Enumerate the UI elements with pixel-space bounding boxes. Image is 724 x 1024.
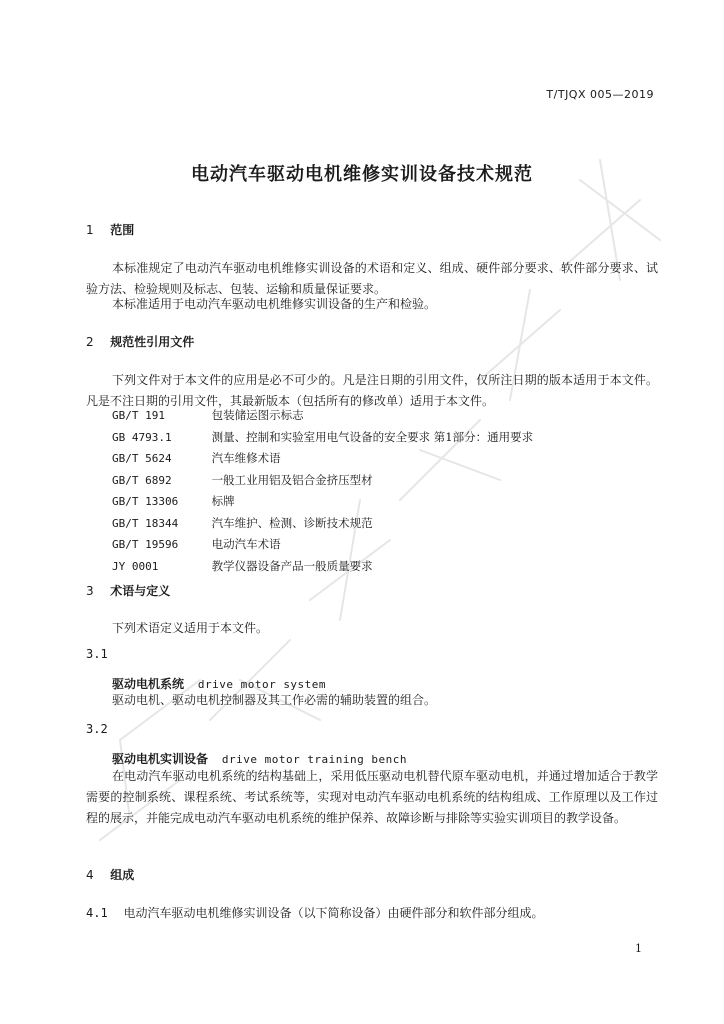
reference-code: GB 4793.1 xyxy=(112,430,172,444)
reference-item xyxy=(112,405,533,427)
reference-code: GB/T 6892 xyxy=(112,473,172,487)
section-title: 范围 xyxy=(110,223,135,237)
reference-code: GB/T 13306 xyxy=(112,495,179,508)
section-1-paragraph-2: 本标准适用于电动汽车驱动电机维修实训设备的生产和检验。 xyxy=(112,297,437,311)
reference-item xyxy=(112,534,533,556)
section-title: 组成 xyxy=(110,868,135,882)
section-1-heading xyxy=(86,221,134,238)
document-title: 电动汽车驱动电机维修实训设备技术规范 xyxy=(191,164,533,185)
term-english: drive motor system xyxy=(197,678,327,691)
section-number: 3 xyxy=(86,584,94,598)
term-3-2 xyxy=(112,750,407,767)
normative-reference-list xyxy=(112,405,533,577)
term-3-2-number: 3.2 xyxy=(86,722,108,736)
reference-item xyxy=(112,427,533,449)
reference-item xyxy=(112,556,533,578)
section-number: 1 xyxy=(86,223,94,237)
section-3-intro: 下列术语定义适用于本文件。 xyxy=(112,621,269,635)
reference-item xyxy=(112,491,533,513)
section-3-heading xyxy=(86,582,170,599)
term-chinese: 驱动电机系统 xyxy=(112,677,185,691)
reference-name: 汽车维修术语 xyxy=(211,451,281,465)
section-2-intro: 下列文件对于本文件的应用是必不可少的。凡是注日期的引用文件，仅所注日期的版本适用于本文件。凡是不注日期的引用文件，其最新版本（包括所有的修改单）适用于本文件。 xyxy=(86,373,658,408)
term-3-2-definition: 在电动汽车驱动电机系统的结构基础上，采用低压驱动电机替代原车驱动电机，并通过增加适合于教学需要的控制系统、课程系统、考试系统等，实现对电动汽车驱动电机系统的结构组成、工作原理以及工作过程的展示，并能完成电动汽车驱动电机系统的维护保养、故障诊断与排除等实验实训项目的教学设备。 xyxy=(86,769,658,825)
term-english: drive motor training bench xyxy=(221,753,408,766)
term-3-1-definition: 驱动电机、驱动电机控制器及其工作必需的辅助装置的组合。 xyxy=(112,693,437,707)
section-title: 规范性引用文件 xyxy=(110,335,195,349)
section-2-heading xyxy=(86,333,194,350)
term-chinese: 驱动电机实训设备 xyxy=(112,752,209,766)
reference-name: 汽车维护、检测、诊断技术规范 xyxy=(211,515,373,530)
term-3-1-number: 3.1 xyxy=(86,647,108,661)
reference-code: GB/T 191 xyxy=(112,409,165,422)
reference-name: 一般工业用铝及铝合金挤压型材 xyxy=(211,472,373,487)
section-4-heading xyxy=(86,866,134,883)
section-number: 2 xyxy=(86,335,94,349)
reference-item xyxy=(112,470,533,492)
section-1-paragraph-1: 本标准规定了电动汽车驱动电机维修实训设备的术语和定义、组成、硬件部分要求、软件部分要求、试验方法、检验规则及标志、包装、运输和质量保证要求。 xyxy=(86,261,658,296)
clause-text: 电动汽车驱动电机维修实训设备（以下简称设备）由硬件部分和软件部分组成。 xyxy=(123,906,544,920)
page-number: 1 xyxy=(635,942,642,955)
reference-item xyxy=(112,513,533,535)
reference-name: 测量、控制和实验室用电气设备的安全要求 第1部分：通用要求 xyxy=(211,429,534,444)
reference-code: GB/T 5624 xyxy=(112,452,172,465)
reference-name: 包装储运图示标志 xyxy=(211,408,304,422)
reference-code: GB/T 19596 xyxy=(112,538,179,551)
reference-name: 电动汽车术语 xyxy=(211,537,281,551)
standard-code: T/TJQX 005—2019 xyxy=(546,88,654,101)
reference-item xyxy=(112,448,533,470)
section-number: 4 xyxy=(86,868,94,882)
clause-4-1 xyxy=(86,904,544,921)
reference-name: 教学仪器设备产品一般质量要求 xyxy=(211,558,373,573)
reference-code: JY 0001 xyxy=(112,559,159,573)
reference-code: GB/T 18344 xyxy=(112,516,179,530)
clause-number: 4.1 xyxy=(86,906,108,920)
section-title: 术语与定义 xyxy=(110,584,171,598)
reference-name: 标牌 xyxy=(211,494,235,508)
